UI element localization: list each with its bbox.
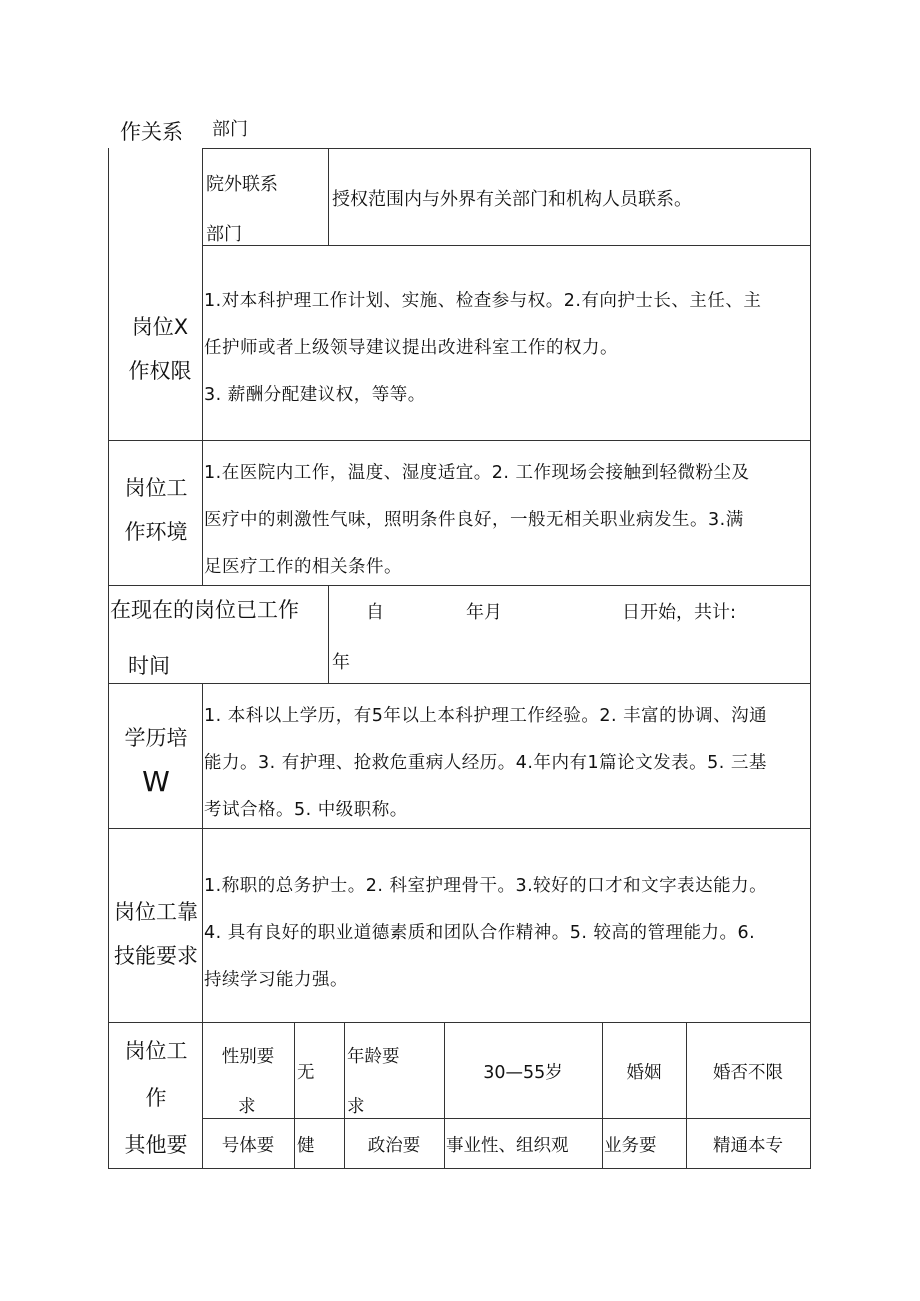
grid-line bbox=[202, 245, 811, 246]
age-value: 30—55岁 bbox=[483, 1063, 563, 1083]
body-value: 健 bbox=[297, 1136, 315, 1156]
environment-line: 1.在医院内工作，温度、湿度适宜。2. 工作现场会接触到轻微粉尘及 bbox=[204, 463, 750, 483]
grid-line bbox=[108, 440, 811, 441]
environment-content bbox=[204, 450, 749, 591]
tenure-start: 日开始，共计: bbox=[622, 602, 737, 623]
skills-label-line: 岗位工靠 bbox=[114, 900, 198, 924]
tenure-label-line1: 在现在的岗位已工作 bbox=[110, 598, 299, 622]
other-label-line: 作 bbox=[145, 1086, 167, 1110]
education-label-line: 学历培 bbox=[124, 726, 188, 750]
grid-line bbox=[328, 585, 329, 683]
authority-line: 3. 薪酬分配建议权，等等。 bbox=[204, 385, 426, 405]
age-label bbox=[347, 1032, 400, 1132]
grid-line bbox=[202, 148, 203, 585]
environment-line: 足医疗工作的相关条件。 bbox=[204, 557, 402, 577]
authority-content bbox=[204, 278, 761, 419]
gender-value: 无 bbox=[297, 1063, 315, 1083]
skills-line: 持续学习能力强。 bbox=[204, 970, 348, 990]
authority-label-line: 作权限 bbox=[128, 359, 192, 383]
tenure-month: 年月 bbox=[466, 602, 502, 623]
external-contact-label bbox=[206, 160, 278, 260]
skills-label-line: 技能要求 bbox=[114, 944, 198, 968]
skills-line: 4. 具有良好的职业道德素质和团队合作精神。5. 较高的管理能力。6. bbox=[204, 923, 756, 943]
grid-line bbox=[294, 1022, 295, 1168]
other-label-line: 岗位工 bbox=[124, 1039, 188, 1063]
skills-content bbox=[204, 863, 767, 1004]
grid-line bbox=[444, 1022, 445, 1168]
grid-line bbox=[202, 148, 811, 149]
politics-value: 事业性、组织观 bbox=[446, 1136, 569, 1156]
authority-line: 1.对本科护理工作计划、实施、检查参与权。2.有向护士长、主任、主 bbox=[204, 291, 762, 311]
education-line: 能力。3. 有护理、抢救危重病人经历。4.年内有1篇论文发表。5. 三基 bbox=[204, 753, 767, 773]
politics-label: 政治要 bbox=[367, 1136, 421, 1156]
other-label bbox=[110, 1028, 202, 1169]
education-line: 考试合格。5. 中级职称。 bbox=[204, 800, 408, 820]
gender-label bbox=[210, 1032, 286, 1132]
environment-label-line: 作环境 bbox=[124, 520, 188, 544]
business-label: 业务要 bbox=[604, 1136, 657, 1156]
other-label-line: 其他要 bbox=[124, 1133, 188, 1157]
external-label-line: 部门 bbox=[206, 224, 242, 245]
authority-line: 任护师或者上级领导建议提出改进科室工作的权力。 bbox=[204, 338, 618, 358]
grid-line bbox=[602, 1022, 603, 1168]
grid-line bbox=[328, 148, 329, 245]
education-label-line: W bbox=[142, 765, 170, 798]
external-contact-content: 授权范围内与外界有关部门和机构人员联系。 bbox=[332, 189, 692, 210]
skills-label bbox=[110, 890, 202, 978]
education-label bbox=[110, 716, 202, 804]
authority-label bbox=[118, 305, 202, 393]
environment-label bbox=[110, 466, 202, 554]
top-relation-label: 作关系 bbox=[120, 120, 183, 144]
environment-label-line: 岗位工 bbox=[124, 476, 188, 500]
education-line: 1. 本科以上学历，有5年以上本科护理工作经验。2. 丰富的协调、沟通 bbox=[204, 706, 768, 726]
grid-line bbox=[108, 1022, 811, 1023]
grid-line bbox=[108, 1168, 811, 1169]
grid-line bbox=[202, 683, 203, 1168]
marriage-value: 婚否不限 bbox=[713, 1063, 783, 1083]
external-label-line: 院外联系 bbox=[206, 174, 278, 195]
skills-line: 1.称职的总务护士。2. 科室护理骨干。3.较好的口才和文字表达能力。 bbox=[204, 876, 768, 896]
top-dept-fragment: 部门 bbox=[212, 119, 248, 140]
body-label: 号体要 bbox=[221, 1136, 275, 1156]
education-content bbox=[204, 693, 767, 834]
authority-label-line: 岗位X bbox=[131, 315, 189, 339]
grid-line bbox=[108, 683, 811, 684]
tenure-year: 年 bbox=[332, 652, 350, 673]
environment-line: 医疗中的刺激性气味，照明条件良好，一般无相关职业病发生。3.满 bbox=[204, 510, 744, 530]
grid-line bbox=[810, 148, 811, 1168]
age-label-line: 年龄要 bbox=[347, 1047, 400, 1067]
gender-label-line: 求 bbox=[238, 1097, 256, 1117]
gender-label-line: 性别要 bbox=[221, 1047, 275, 1067]
tenure-from: 自 bbox=[366, 602, 384, 623]
business-value: 精通本专 bbox=[713, 1136, 783, 1156]
age-label-line: 求 bbox=[347, 1097, 365, 1117]
marriage-label: 婚姻 bbox=[626, 1063, 662, 1083]
grid-line bbox=[108, 148, 109, 1168]
tenure-label-line2: 时间 bbox=[128, 654, 170, 678]
